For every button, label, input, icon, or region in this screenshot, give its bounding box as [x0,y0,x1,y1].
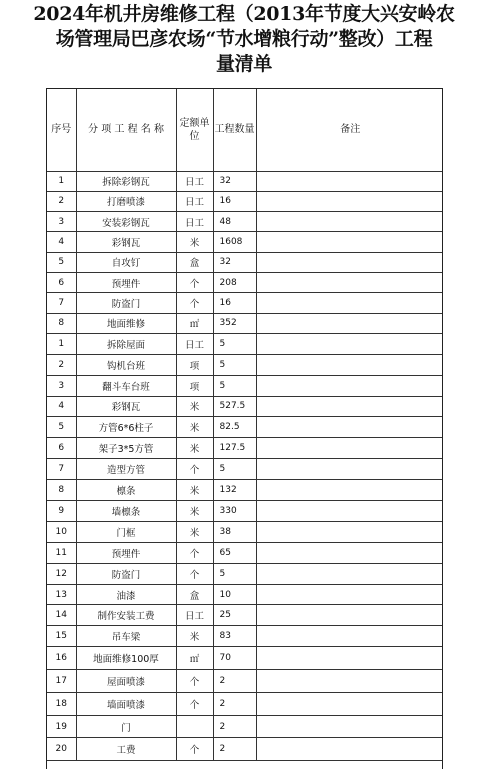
row-quantity-cell: 1608 [213,232,256,252]
row-item-name-cell: 拆除彩钢瓦 [76,171,176,191]
row-item-name-cell: 地面维修 [76,313,176,333]
header-note: 备注 [256,89,443,171]
row-seq-cell: 4 [47,232,76,252]
row-note-cell [256,584,443,605]
row-item-name-cell: 彩钢瓦 [76,396,176,417]
row-unit-cell: 项 [176,375,213,396]
header-seq: 序号 [47,89,76,171]
row-seq-cell: 15 [47,626,76,647]
table-row [47,333,443,354]
row-seq-cell: 13 [47,584,76,605]
row-unit-cell: 日工 [176,605,213,626]
row-quantity-cell: 5 [213,333,256,354]
row-unit-cell: 日工 [176,171,213,191]
row-unit-cell: 个 [176,459,213,480]
row-quantity-cell: 70 [213,647,256,670]
table-row [47,375,443,396]
row-quantity-cell: 16 [213,293,256,313]
row-seq-cell: 7 [47,459,76,480]
row-item-name-cell: 地面维修100厚 [76,647,176,670]
row-unit-cell: 日工 [176,212,213,232]
row-quantity-cell: 352 [213,313,256,333]
row-seq-cell: 20 [47,738,76,761]
table-row [47,563,443,584]
table-row [47,715,443,738]
row-seq-cell: 14 [47,605,76,626]
row-unit-cell: 米 [176,501,213,522]
row-item-name-cell: 造型方管 [76,459,176,480]
row-seq-cell: 10 [47,521,76,542]
table-row [47,501,443,522]
table-row [47,670,443,693]
row-quantity-cell: 2 [213,715,256,738]
row-quantity-cell: 127.5 [213,438,256,459]
row-note-cell [256,212,443,232]
table-row [47,480,443,501]
row-unit-cell [176,715,213,738]
row-quantity-cell: 5 [213,375,256,396]
row-unit-cell: 个 [176,670,213,693]
row-unit-cell: 个 [176,542,213,563]
row-seq-cell: 6 [47,272,76,292]
row-seq-cell: 11 [47,542,76,563]
header-unit: 定额单位 [176,89,213,171]
row-note-cell [256,542,443,563]
row-quantity-cell: 5 [213,354,256,375]
table-row [47,293,443,313]
row-quantity-cell: 5 [213,563,256,584]
row-item-name-cell: 彩钢瓦 [76,232,176,252]
row-quantity-cell: 48 [213,212,256,232]
row-item-name-cell: 门 [76,715,176,738]
row-note-cell [256,293,443,313]
row-note-cell [256,252,443,272]
row-unit-cell: 个 [176,272,213,292]
row-seq-cell: 18 [47,692,76,715]
row-seq-cell: 8 [47,313,76,333]
table-row [47,542,443,563]
row-item-name-cell: 油漆 [76,584,176,605]
row-note-cell [256,715,443,738]
table-row [47,692,443,715]
title-line-1: 2024年机井房维修工程（2013年节度大兴安岭农 [33,3,455,25]
row-quantity-cell: 25 [213,605,256,626]
table-row [47,626,443,647]
bill-of-quantities-sheet [46,88,443,769]
row-quantity-cell: 330 [213,501,256,522]
row-note-cell [256,191,443,211]
row-unit-cell: 个 [176,563,213,584]
table-row [47,521,443,542]
table-row [47,396,443,417]
row-note-cell [256,354,443,375]
row-unit-cell: 盒 [176,584,213,605]
row-seq-cell: 9 [47,501,76,522]
row-note-cell [256,626,443,647]
table-body [47,171,443,761]
row-note-cell [256,417,443,438]
row-seq-cell: 1 [47,171,76,191]
row-unit-cell: 项 [176,354,213,375]
row-unit-cell: 个 [176,692,213,715]
row-item-name-cell: 预埋件 [76,272,176,292]
row-note-cell [256,670,443,693]
row-seq-cell: 4 [47,396,76,417]
table-row [47,605,443,626]
row-item-name-cell: 安装彩钢瓦 [76,212,176,232]
row-seq-cell: 17 [47,670,76,693]
row-seq-cell: 6 [47,438,76,459]
bill-of-quantities-table [47,89,443,761]
row-quantity-cell: 2 [213,670,256,693]
row-unit-cell: ㎡ [176,313,213,333]
row-item-name-cell: 钩机台班 [76,354,176,375]
title-line-2: 场管理局巴彦农场“节水增粮行动”整改）工程 [55,28,433,50]
table-row [47,171,443,191]
row-item-name-cell: 自攻钉 [76,252,176,272]
row-note-cell [256,480,443,501]
row-unit-cell: 米 [176,521,213,542]
row-quantity-cell: 2 [213,738,256,761]
row-item-name-cell: 墙面喷漆 [76,692,176,715]
row-seq-cell: 5 [47,417,76,438]
table-row [47,354,443,375]
row-note-cell [256,313,443,333]
row-item-name-cell: 屋面喷漆 [76,670,176,693]
row-unit-cell: 个 [176,293,213,313]
row-item-name-cell: 方管6*6柱子 [76,417,176,438]
row-seq-cell: 3 [47,212,76,232]
row-item-name-cell: 翻斗车台班 [76,375,176,396]
row-unit-cell: ㎡ [176,647,213,670]
row-seq-cell: 12 [47,563,76,584]
row-item-name-cell: 防盗门 [76,293,176,313]
row-seq-cell: 19 [47,715,76,738]
row-quantity-cell: 132 [213,480,256,501]
row-unit-cell: 米 [176,417,213,438]
row-seq-cell: 16 [47,647,76,670]
row-quantity-cell: 82.5 [213,417,256,438]
header-quantity: 工程数量 [213,89,256,171]
row-seq-cell: 2 [47,191,76,211]
row-note-cell [256,396,443,417]
row-seq-cell: 1 [47,333,76,354]
table-row [47,212,443,232]
table-row [47,272,443,292]
row-item-name-cell: 门框 [76,521,176,542]
row-quantity-cell: 38 [213,521,256,542]
row-seq-cell: 5 [47,252,76,272]
row-quantity-cell: 5 [213,459,256,480]
row-quantity-cell: 10 [213,584,256,605]
row-note-cell [256,333,443,354]
row-quantity-cell: 208 [213,272,256,292]
table-row [47,232,443,252]
table-row [47,417,443,438]
table-row [47,252,443,272]
table-row [47,191,443,211]
table-row [47,738,443,761]
row-note-cell [256,738,443,761]
row-seq-cell: 8 [47,480,76,501]
row-seq-cell: 7 [47,293,76,313]
row-note-cell [256,647,443,670]
table-row [47,438,443,459]
row-unit-cell: 日工 [176,191,213,211]
title-line-3: 量清单 [215,53,273,75]
row-unit-cell: 米 [176,232,213,252]
header-item-name: 分 项 工 程 名 称 [76,89,176,171]
row-item-name-cell: 预埋件 [76,542,176,563]
row-seq-cell: 2 [47,354,76,375]
row-note-cell [256,375,443,396]
row-unit-cell: 盒 [176,252,213,272]
table-header-row [47,89,443,171]
row-unit-cell: 个 [176,738,213,761]
row-note-cell [256,692,443,715]
row-item-name-cell: 檩条 [76,480,176,501]
row-item-name-cell: 墙檩条 [76,501,176,522]
row-item-name-cell: 制作安装工费 [76,605,176,626]
row-note-cell [256,171,443,191]
row-item-name-cell: 吊车梁 [76,626,176,647]
row-seq-cell: 3 [47,375,76,396]
row-note-cell [256,563,443,584]
table-row [47,313,443,333]
row-quantity-cell: 65 [213,542,256,563]
row-item-name-cell: 工费 [76,738,176,761]
row-item-name-cell: 拆除屋面 [76,333,176,354]
row-quantity-cell: 527.5 [213,396,256,417]
row-quantity-cell: 16 [213,191,256,211]
row-unit-cell: 日工 [176,333,213,354]
row-note-cell [256,501,443,522]
row-quantity-cell: 32 [213,252,256,272]
row-unit-cell: 米 [176,438,213,459]
row-item-name-cell: 架子3*5方管 [76,438,176,459]
document-title [6,2,482,88]
row-quantity-cell: 2 [213,692,256,715]
table-row [47,647,443,670]
row-note-cell [256,232,443,252]
row-note-cell [256,605,443,626]
row-unit-cell: 米 [176,480,213,501]
row-quantity-cell: 83 [213,626,256,647]
row-unit-cell: 米 [176,626,213,647]
row-unit-cell: 米 [176,396,213,417]
row-note-cell [256,459,443,480]
row-note-cell [256,272,443,292]
row-note-cell [256,521,443,542]
row-quantity-cell: 32 [213,171,256,191]
row-note-cell [256,438,443,459]
table-row [47,459,443,480]
row-item-name-cell: 防盗门 [76,563,176,584]
row-item-name-cell: 打磨喷漆 [76,191,176,211]
table-row [47,584,443,605]
